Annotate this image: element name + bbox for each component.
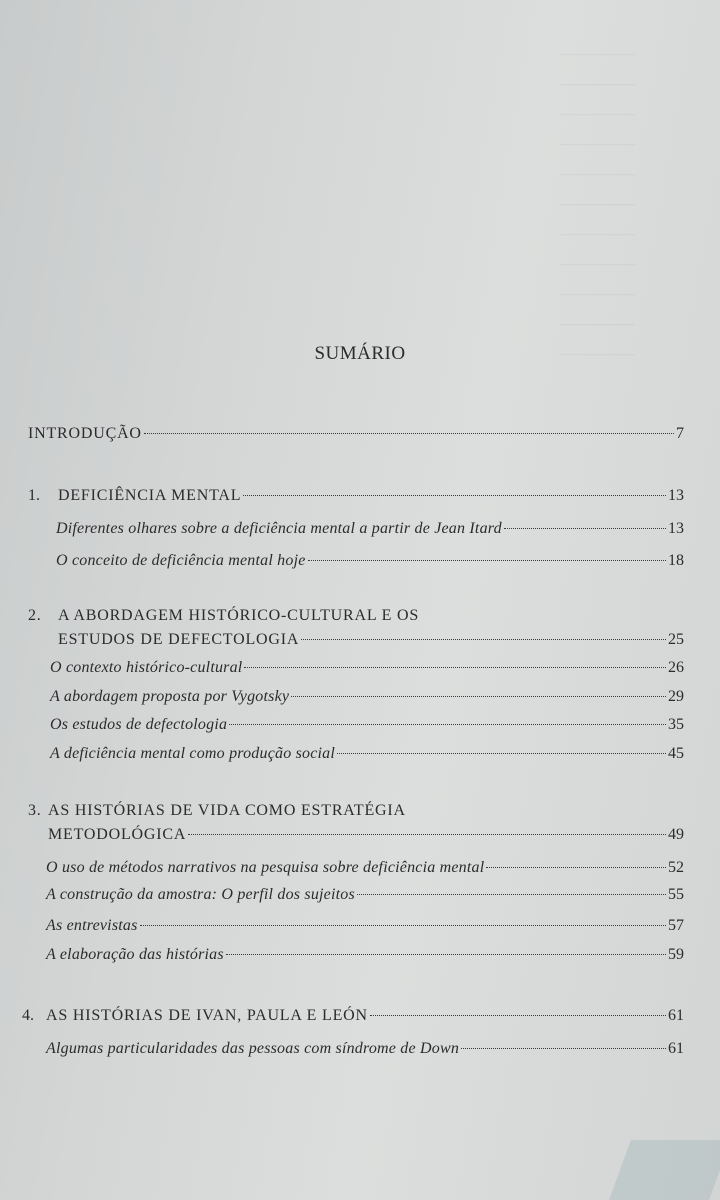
toc-page-number: 7: [676, 425, 684, 442]
leader-dots: [301, 639, 666, 640]
toc-page-number: 35: [668, 716, 684, 733]
toc-page-number: 25: [668, 631, 684, 648]
toc-entry-chapter-3-line1: [28, 802, 406, 820]
leader-dots: [244, 667, 666, 668]
chapter-number: 1.: [28, 487, 40, 504]
toc-subentry: [46, 859, 684, 877]
toc-entry-chapter-2-line1: [28, 607, 419, 625]
toc-subentry: [56, 520, 684, 538]
corner-shadow: [609, 1140, 720, 1200]
toc-label: A abordagem proposta por Vygotsky: [50, 688, 290, 705]
toc-page-number: 57: [668, 917, 684, 934]
toc-subentry: [50, 688, 684, 706]
toc-page-number: 13: [668, 520, 684, 537]
toc-entry-chapter-4: [22, 1007, 684, 1025]
leader-dots: [504, 528, 666, 529]
toc-page-number: 13: [668, 487, 684, 504]
toc-page-number: 45: [668, 745, 684, 762]
leader-dots: [144, 433, 674, 434]
toc-subentry: [50, 716, 684, 734]
toc-label: ESTUDOS DE DEFECTOLOGIA: [58, 631, 300, 648]
leader-dots: [357, 894, 666, 895]
toc-page-number: 52: [668, 859, 684, 876]
chapter-number: 3.: [28, 802, 42, 819]
toc-entry-introducao: [28, 425, 684, 443]
toc-label: DEFICIÊNCIA MENTAL: [58, 487, 242, 504]
toc-subentry: [50, 745, 684, 763]
toc-label: A deficiência mental como produção social: [50, 745, 336, 762]
page-title: SUMÁRIO: [314, 343, 406, 364]
toc-label: O contexto histórico-cultural: [50, 659, 243, 676]
leader-dots: [370, 1015, 666, 1016]
toc-entry-chapter-3: [48, 826, 684, 844]
toc-label: Os estudos de defectologia: [50, 716, 228, 733]
toc-subentry: [46, 946, 684, 964]
toc-subentry: [46, 886, 684, 904]
toc-label: O uso de métodos narrativos na pesquisa sobre deficiência mental: [46, 859, 485, 876]
leader-dots: [486, 867, 666, 868]
toc-label: O conceito de deficiência mental hoje: [56, 552, 306, 569]
leader-dots: [188, 834, 666, 835]
leader-dots: [229, 724, 666, 725]
toc-page-number: 49: [668, 826, 684, 843]
leader-dots: [461, 1048, 666, 1049]
toc-label-line1: A ABORDAGEM HISTÓRICO-CULTURAL E OS: [58, 607, 420, 624]
leader-dots: [337, 753, 666, 754]
toc-label: A construção da amostra: O perfil dos sujeitos: [46, 886, 355, 903]
toc-page-number: 61: [668, 1007, 684, 1024]
toc-label: As entrevistas: [46, 917, 138, 934]
toc-label: INTRODUÇÃO: [28, 425, 142, 442]
leader-dots: [308, 560, 666, 561]
toc-page-number: 55: [668, 886, 684, 903]
leader-dots: [226, 954, 666, 955]
bleed-through-text: —————— —————— —————— —————— —————— —————— —————— —————— —————— —————— ——————: [560, 47, 635, 362]
leader-dots: [243, 495, 666, 496]
toc-page-number: 61: [668, 1040, 684, 1057]
toc-subentry: [46, 917, 684, 935]
leader-dots: [140, 925, 666, 926]
toc-entry-chapter-2: [58, 631, 684, 649]
toc-page-number: 18: [668, 552, 684, 569]
chapter-number: 4.: [22, 1007, 34, 1024]
toc-subentry: [50, 659, 684, 677]
chapter-number: 2.: [28, 607, 42, 624]
toc-page-number: 59: [668, 946, 684, 963]
toc-page-number: 29: [668, 688, 684, 705]
toc-label: Diferentes olhares sobre a deficiência mental a partir de Jean Itard: [56, 520, 502, 537]
leader-dots: [291, 696, 666, 697]
toc-subentry: [46, 1040, 684, 1058]
toc-label: METODOLÓGICA: [48, 826, 187, 843]
toc-subentry: [56, 552, 684, 570]
toc-entry-chapter-1: [28, 487, 684, 505]
toc-label-line1: AS HISTÓRIAS DE VIDA COMO ESTRATÉGIA: [48, 802, 406, 819]
toc-label: A elaboração das histórias: [46, 946, 224, 963]
toc-label: AS HISTÓRIAS DE IVAN, PAULA E LEÓN: [46, 1007, 368, 1024]
toc-label: Algumas particularidades das pessoas com síndrome de Down: [46, 1040, 460, 1057]
toc-page-number: 26: [668, 659, 684, 676]
